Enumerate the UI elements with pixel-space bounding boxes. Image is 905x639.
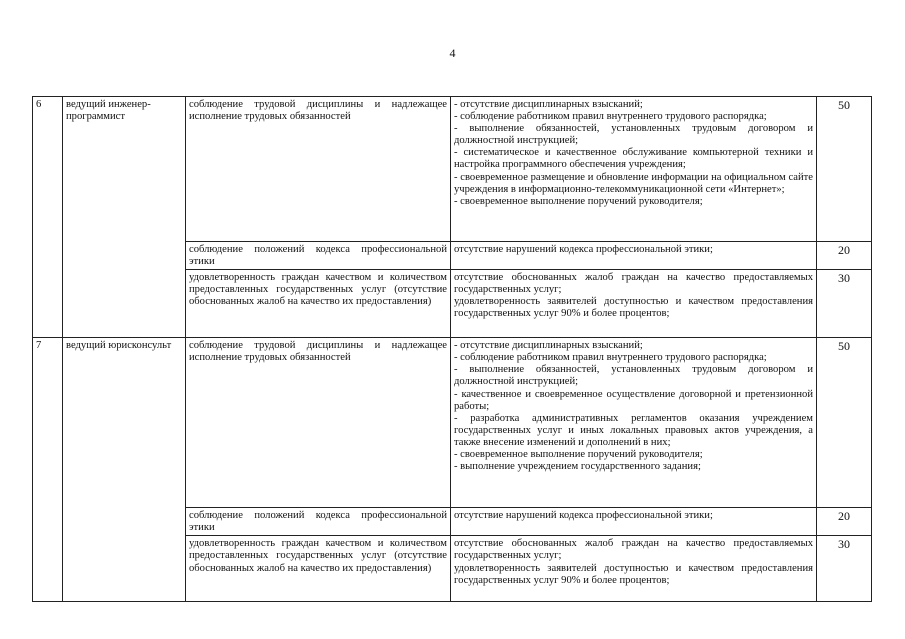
score-cell: 30 <box>817 536 872 602</box>
indicators-cell <box>451 536 817 602</box>
indicator-item: - своевременное выполнение поручений руководителя; <box>454 195 703 207</box>
criterion-cell: удовлетворенность граждан качеством и количеством предоставленных государственных услуг (отсутствие обоснованных жалоб на качество их предоставления) <box>186 536 451 602</box>
indicators-cell <box>451 270 817 338</box>
table-row <box>33 338 872 508</box>
score-cell: 20 <box>817 242 872 270</box>
criterion-cell: удовлетворенность граждан качеством и количеством предоставленных государственных услуг (отсутствие обоснованных жалоб на качество их предоставления) <box>186 270 451 338</box>
indicator-item: - соблюдение работником правил внутреннего трудового распорядка; <box>454 352 767 364</box>
indicator-item: - соблюдение работником правил внутреннего трудового распорядка; <box>454 111 767 123</box>
indicator-item: удовлетворенность заявителей доступностью и качеством предоставления государственных услуг 90% и более процентов; <box>454 296 813 320</box>
indicator-item: - выполнение учреждением государственного задания; <box>454 461 701 473</box>
indicator-item: удовлетворенность заявителей доступностью и качеством предоставления государственных услуг 90% и более процентов; <box>454 562 813 586</box>
criteria-table <box>32 96 872 602</box>
row-number: 7 <box>33 338 63 602</box>
row-number: 6 <box>33 97 63 338</box>
indicator-item: - выполнение обязанностей, установленных трудовым договором и должностной инструкцией; <box>454 123 813 147</box>
criterion-cell: соблюдение положений кодекса профессиональной этики <box>186 508 451 536</box>
indicators-cell <box>451 338 817 508</box>
indicator-item: отсутствие нарушений кодекса профессиональной этики; <box>454 510 713 522</box>
indicator-item: - своевременное размещение и обновление информации на официальном сайте учреждения в информационно-телекоммуникационной сети «Интернет»; <box>454 171 813 195</box>
indicators-cell <box>451 97 817 242</box>
score-cell: 50 <box>817 338 872 508</box>
indicator-item: - выполнение обязанностей, установленных трудовым договором и должностной инструкцией; <box>454 364 813 388</box>
position-name: ведущий инженер-программист <box>63 97 186 338</box>
position-name: ведущий юрисконсульт <box>63 338 186 602</box>
indicator-item: отсутствие нарушений кодекса профессиональной этики; <box>454 244 713 255</box>
indicator-item: отсутствие обоснованных жалоб граждан на качество предоставляемых государственных услуг; <box>454 538 813 562</box>
score-cell: 50 <box>817 97 872 242</box>
indicator-item: - качественное и своевременное осуществление договорной и претензионной работы; <box>454 388 813 412</box>
indicators-cell <box>451 508 817 536</box>
indicator-item: - своевременное выполнение поручений руководителя; <box>454 449 703 461</box>
score-cell: 20 <box>817 508 872 536</box>
indicator-item: - отсутствие дисциплинарных взысканий; <box>454 99 643 110</box>
indicator-item: - разработка административных регламентов оказания учреждением государственных услуг и иных локальных правовых актов учреждения, а также внесение изменений и дополнений в них; <box>454 412 813 448</box>
indicators-cell <box>451 242 817 270</box>
indicator-item: отсутствие обоснованных жалоб граждан на качество предоставляемых государственных услуг; <box>454 272 813 296</box>
indicator-item: - отсутствие дисциплинарных взысканий; <box>454 340 643 352</box>
score-cell: 30 <box>817 270 872 338</box>
criterion-cell: соблюдение положений кодекса профессиональной этики <box>186 242 451 270</box>
page-number: 4 <box>449 46 456 60</box>
table-row <box>33 97 872 242</box>
indicator-item: - систематическое и качественное обслуживание компьютерной техники и настройка программного обеспечения учреждения; <box>454 147 813 171</box>
criterion-cell: соблюдение трудовой дисциплины и надлежащее исполнение трудовых обязанностей <box>186 338 451 508</box>
criterion-cell: соблюдение трудовой дисциплины и надлежащее исполнение трудовых обязанностей <box>186 97 451 242</box>
